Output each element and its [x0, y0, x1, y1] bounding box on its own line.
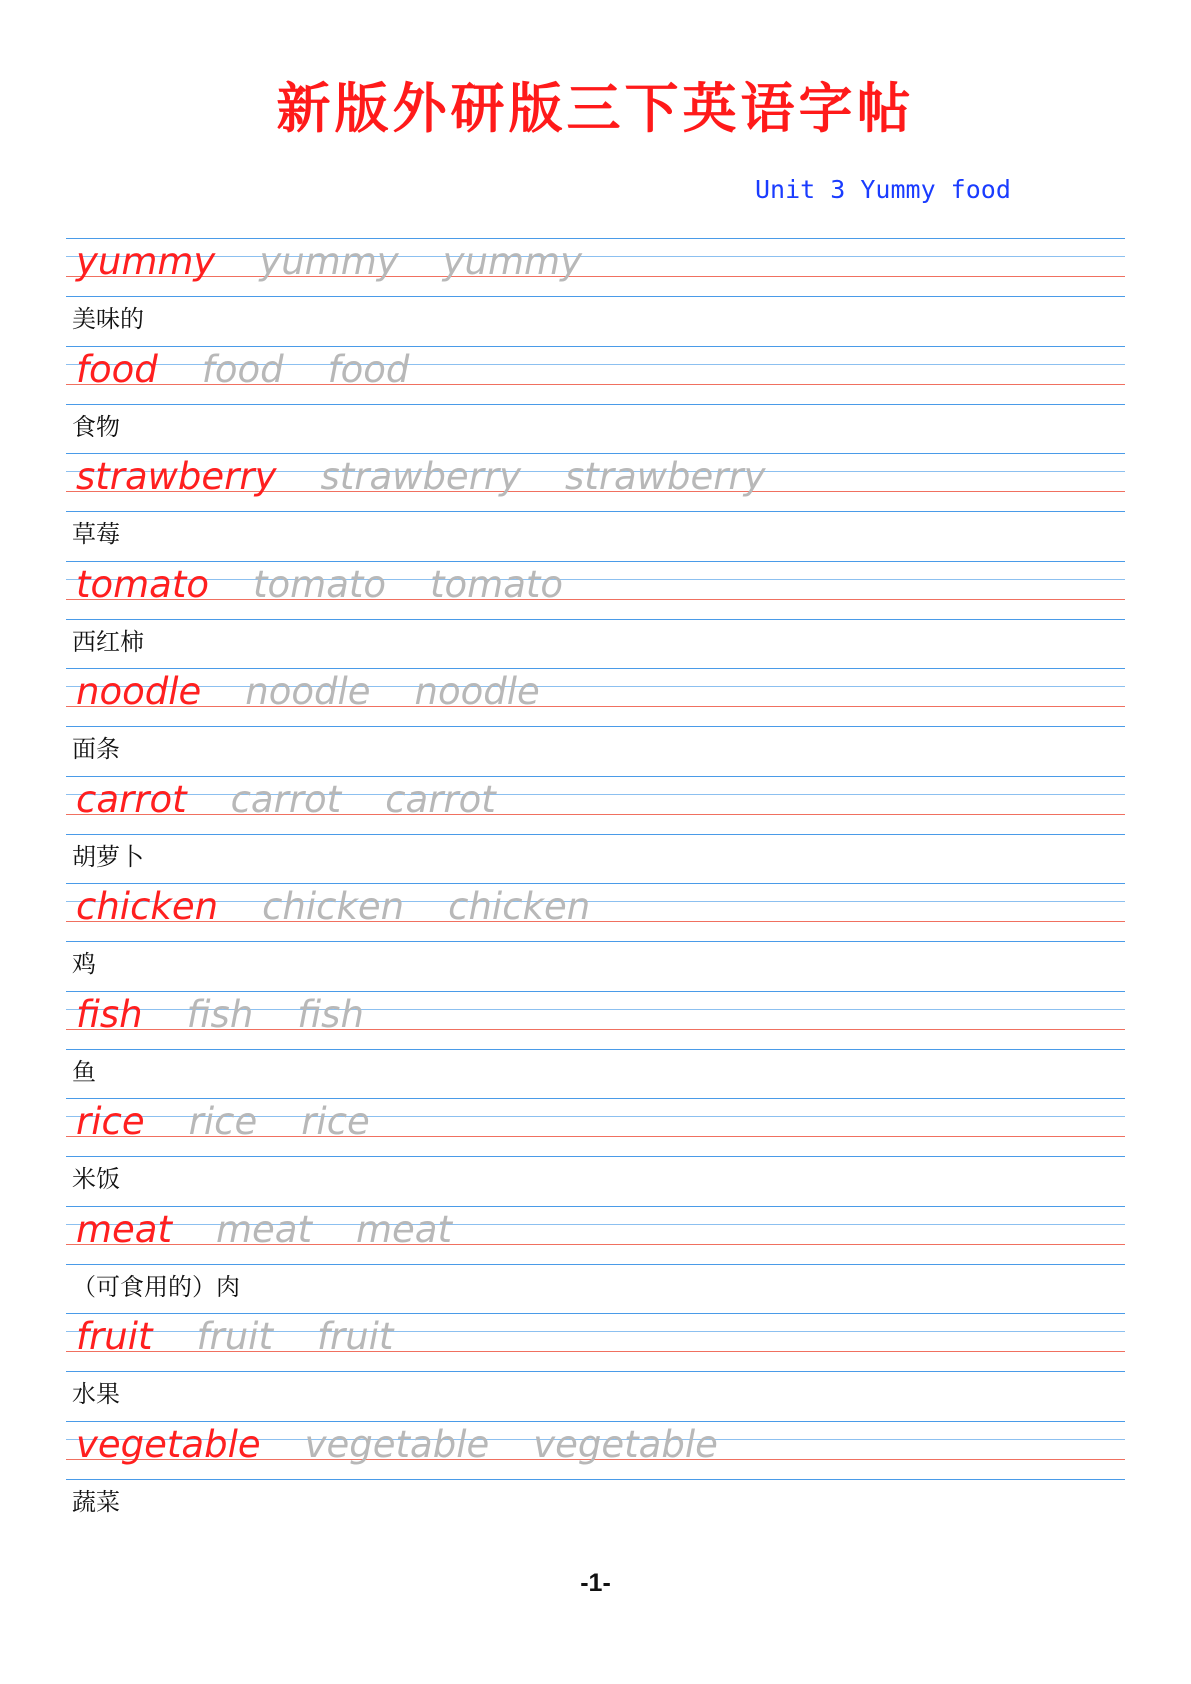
- word-line: [76, 562, 607, 608]
- word-line: [76, 669, 584, 715]
- chinese-meaning: 美味的: [72, 305, 144, 333]
- practice-row: [66, 1098, 1125, 1206]
- word-line: [76, 1422, 762, 1468]
- chinese-meaning: 草莓: [72, 520, 120, 548]
- vocabulary-word: fruit: [76, 1315, 153, 1358]
- unit-title: Unit 3 Yummy food: [755, 175, 1011, 204]
- vocabulary-word: carrot: [76, 777, 187, 821]
- word-line: [76, 1314, 437, 1360]
- practice-rows: [66, 238, 1125, 1528]
- guide-line-bottom: [66, 1371, 1125, 1372]
- chinese-meaning: 鸡: [72, 950, 96, 978]
- trace-word: yummy: [442, 240, 582, 283]
- guide-line-bottom: [66, 404, 1125, 405]
- guide-line-bottom: [66, 941, 1125, 942]
- page-number: -1-: [580, 1569, 611, 1597]
- chinese-meaning: 食物: [72, 412, 120, 441]
- trace-word: yummy: [259, 240, 399, 283]
- guide-line-bottom: [66, 1479, 1125, 1480]
- chinese-meaning: 水果: [72, 1380, 120, 1408]
- guide-line-bottom: [66, 619, 1125, 620]
- word-line: [76, 884, 634, 930]
- guide-line-bottom: [66, 511, 1125, 512]
- word-line: [76, 347, 453, 393]
- trace-word: tomato: [253, 562, 387, 606]
- practice-row: [66, 346, 1125, 454]
- trace-word: meat: [216, 1207, 312, 1251]
- trace-word: strawberry: [565, 455, 766, 498]
- trace-word: fish: [297, 992, 364, 1036]
- chinese-meaning: 西红柿: [72, 627, 144, 656]
- word-line: [76, 239, 626, 285]
- word-line: [76, 777, 540, 823]
- vocabulary-word: meat: [76, 1207, 172, 1251]
- practice-row: [66, 1421, 1125, 1529]
- chinese-meaning: （可食用的）肉: [72, 1272, 240, 1301]
- vocabulary-word: tomato: [76, 562, 210, 606]
- word-line: [76, 1207, 496, 1253]
- trace-word: vegetable: [533, 1422, 718, 1466]
- trace-word: noodle: [414, 670, 540, 713]
- vocabulary-word: rice: [76, 1100, 145, 1143]
- trace-word: tomato: [430, 562, 564, 606]
- chinese-meaning: 鱼: [72, 1057, 96, 1086]
- trace-word: strawberry: [320, 455, 522, 498]
- practice-row: [66, 1313, 1125, 1421]
- guide-line-bottom: [66, 726, 1125, 727]
- vocabulary-word: food: [76, 347, 158, 391]
- trace-word: fish: [186, 992, 254, 1036]
- guide-line-bottom: [66, 296, 1125, 297]
- practice-row: [66, 776, 1125, 884]
- chinese-meaning: 米饭: [72, 1165, 120, 1193]
- practice-row: [66, 453, 1125, 561]
- vocabulary-word: noodle: [76, 670, 202, 713]
- trace-word: meat: [356, 1207, 452, 1251]
- trace-word: food: [201, 347, 284, 391]
- chinese-meaning: 蔬菜: [72, 1487, 120, 1516]
- trace-word: chicken: [448, 885, 591, 928]
- practice-row: [66, 883, 1125, 991]
- trace-word: carrot: [230, 777, 342, 821]
- guide-line-bottom: [66, 834, 1125, 835]
- page-title: 新版外研版三下英语字帖: [276, 76, 915, 140]
- word-line: [76, 1099, 414, 1145]
- trace-word: food: [327, 347, 410, 391]
- trace-word: vegetable: [304, 1422, 490, 1466]
- trace-word: carrot: [385, 777, 496, 821]
- guide-line-bottom: [66, 1156, 1125, 1157]
- vocabulary-word: fish: [76, 992, 143, 1036]
- word-line: [76, 454, 810, 500]
- guide-line-bottom: [66, 1049, 1125, 1050]
- trace-word: noodle: [245, 670, 371, 713]
- trace-word: chicken: [262, 885, 405, 928]
- trace-word: fruit: [316, 1315, 394, 1358]
- trace-word: rice: [188, 1100, 258, 1143]
- trace-word: rice: [301, 1100, 370, 1143]
- practice-row: [66, 668, 1125, 776]
- trace-word: fruit: [196, 1315, 273, 1358]
- word-line: [76, 992, 408, 1038]
- vocabulary-word: vegetable: [76, 1422, 261, 1466]
- practice-row: [66, 991, 1125, 1099]
- practice-row: [66, 238, 1125, 346]
- vocabulary-word: chicken: [76, 885, 219, 928]
- vocabulary-word: strawberry: [76, 455, 277, 498]
- chinese-meaning: 胡萝卜: [72, 842, 144, 871]
- vocabulary-word: yummy: [76, 240, 216, 283]
- practice-row: [66, 561, 1125, 669]
- guide-line-bottom: [66, 1264, 1125, 1265]
- chinese-meaning: 面条: [72, 735, 120, 763]
- practice-row: [66, 1206, 1125, 1314]
